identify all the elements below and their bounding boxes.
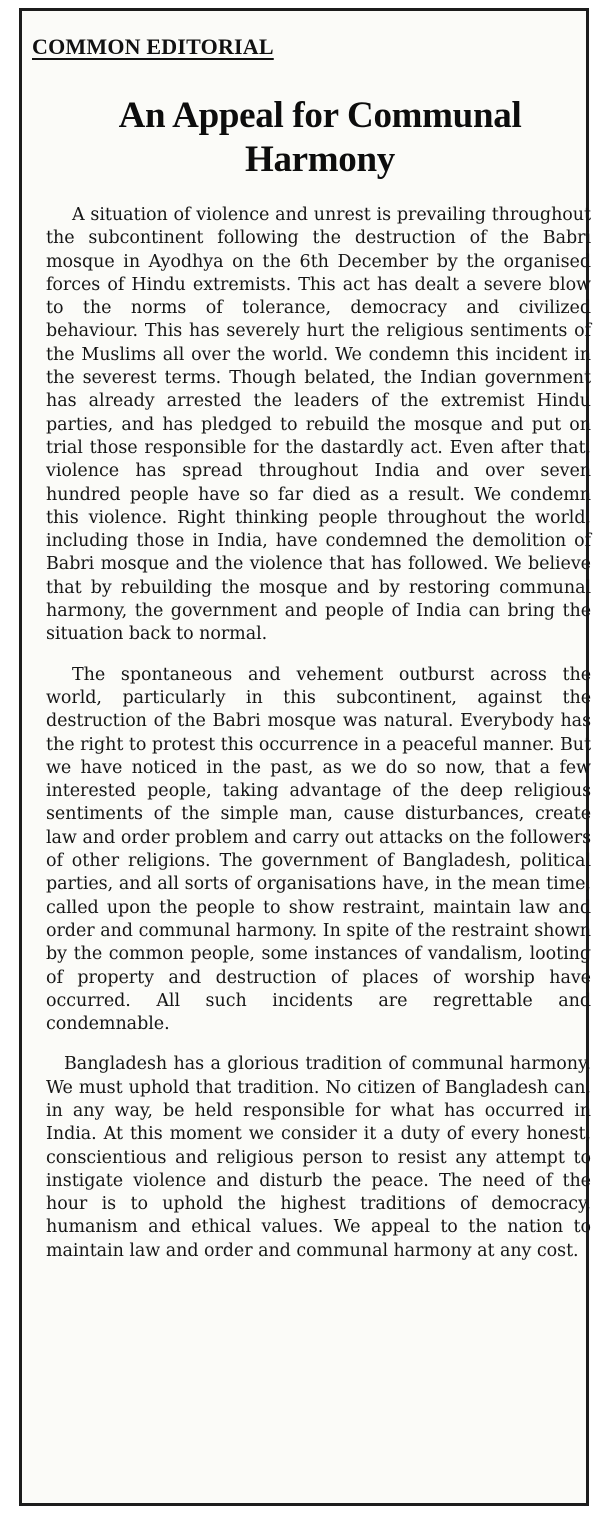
section-kicker: COMMON EDITORIAL [32,34,274,59]
article-body [46,204,591,1263]
article-headline: An Appeal for Communal Harmony [118,95,522,180]
article-paragraph-1: A situation of violence and unrest is prevailing throughout the subcontinent following the destruction of the Babri mosque in Ayodhya on the 6th December by the organised forces of Hindu extremists. This act has dealt a severe blow to the norms of tolerance, democracy and civilized behaviour. This has severely hurt the religious sentiments of the Muslims all over the world. We condemn this incident in the severest terms. Though belated, the Indian government has already arrested the leaders of the extremist Hindu parties, and has pledged to rebuild the mosque and put on trial those responsible for the dastardly act. Even after that, violence has spread throughout India and over seven hundred people have so far died as a result. We condemn this violence. Right thinking people throughout the world, including those in India, have condemned the demolition of Babri mosque and the violence that has followed. We believe that by rebuilding the mosque and by restoring communal harmony, the government and people of India can bring the situation back to normal. [46,205,591,645]
article-paragraph-2: The spontaneous and vehement outburst across the world, particularly in this subcontinent, against the destruction of the Babri mosque was natural. Everybody has the right to protest this occurrence in a peaceful manner. But we have noticed in the past, as we do so now, that a few interested people, taking advantage of the deep religious sentiments of the simple man, cause disturbances, create law and order problem and carry out attacks on the followers of other religions. The government of Bangladesh, political parties, and all sorts of organisations have, in the mean time, called upon the people to show restraint, maintain law and order and communal harmony. In spite of the restraint shown by the common people, some instances of vandalism, looting of property and destruction of places of worship have occurred. All such incidents are regrettable and condemnable. [46,664,591,1035]
article-paragraph-3: Bangladesh has a glorious tradition of communal harmony. We must uphold that tradition. No citizen of Bangladesh can, in any way, be held responsible for what has occurred in India. At this moment we consider it a duty of every honest, conscientious and religious person to resist any attempt to instigate violence and disturb the peace. The need of the hour is to uphold the highest traditions of democracy, humanism and ethical values. We appeal to the nation to maintain law and order and communal harmony at any cost. [46,1054,591,1261]
